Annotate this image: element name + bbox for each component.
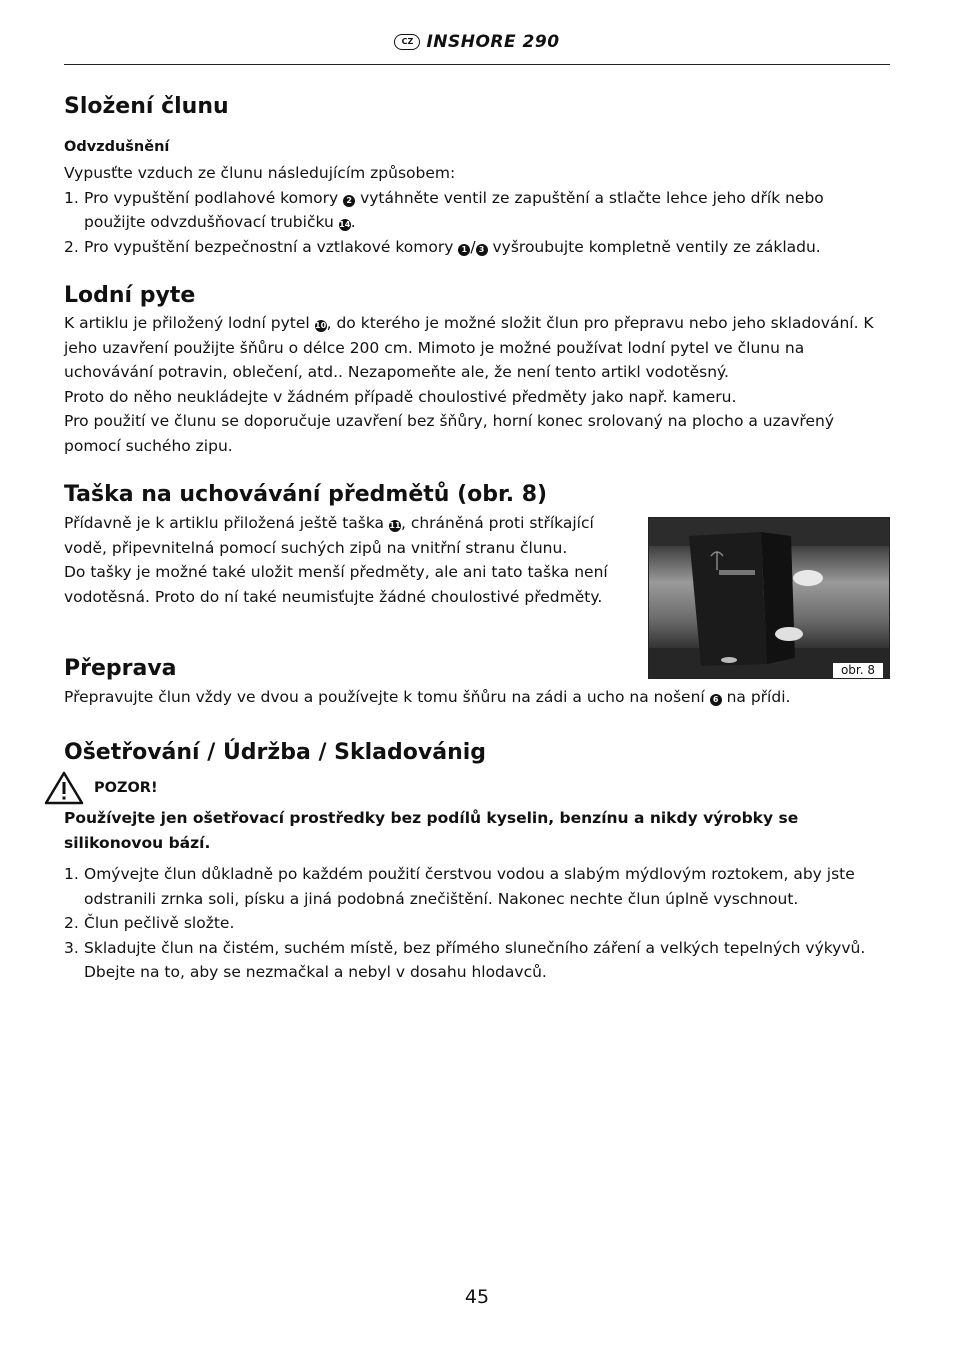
part-number-badge: 11 bbox=[389, 521, 401, 530]
warning-triangle-icon bbox=[44, 771, 84, 805]
product-name: INSHORE 290 bbox=[426, 32, 560, 52]
list-item: 1. Omývejte člun důkladně po každém použití čerstvou vodou a slabým mýdlovým roztokem, aby jste odstranili zrnka soli, písku a jiná podobná znečištění. Nakonec nechte člun úplně vyschnout. bbox=[64, 865, 855, 908]
part-number-badge: 10 bbox=[315, 321, 327, 330]
paragraph: Přepravujte člun vždy ve dvou a používejte k tomu šňůru na zádi a ucho na nošení 6 na přídi. bbox=[64, 688, 791, 706]
section-title-preprava: Přeprava bbox=[64, 656, 177, 681]
figure-bag-photo bbox=[648, 517, 890, 679]
paragraph: Pro použití ve člunu se doporučuje uzavření bez šňůry, horní konec srolovaný na plocho a uzavřený pomocí suchého zipu. bbox=[64, 412, 834, 455]
section4-body bbox=[64, 685, 890, 710]
section1-body bbox=[64, 161, 890, 259]
subsection-title-odvzdusneni: Odvzdušnění bbox=[64, 139, 170, 155]
warning-row bbox=[44, 771, 158, 805]
bag-photo-illustration bbox=[649, 518, 889, 678]
paragraph: Přídavně je k artiklu přiložená ještě taška 11, chráněná proti stříkající vodě, připevnitelná pomocí suchých zipů na vnitřní stranu člunu. bbox=[64, 514, 594, 557]
part-number-badge: 6 bbox=[710, 694, 722, 706]
page-header bbox=[64, 28, 890, 65]
country-code-badge: CZ bbox=[394, 34, 420, 50]
list-item: 2. Člun pečlivě složte. bbox=[64, 914, 235, 933]
paragraph: Do tašky je možné také uložit menší předměty, ale ani tato taška není vodotěsná. Proto do ní také neumisťujte žádné choulostivé předměty. bbox=[64, 563, 608, 606]
paragraph: Proto do něho neukládejte v žádném případě choulostivé předměty jako např. kameru. bbox=[64, 387, 737, 406]
warning-label: POZOR! bbox=[94, 780, 158, 796]
part-number-badge: 3 bbox=[476, 244, 488, 256]
section2-body bbox=[64, 311, 890, 459]
maintenance-list bbox=[64, 862, 890, 985]
part-number-badge: 14 bbox=[339, 220, 351, 230]
list-item: 1. Pro vypuštění podlahové komory 2 vytáhněte ventil ze zapuštění a stlačte lehce jeho dřík nebo použijte odvzdušňovací trubičku 14. bbox=[64, 188, 824, 232]
section-title-taska: Taška na uchovávání předmětů (obr. 8) bbox=[64, 482, 548, 507]
figure-caption: obr. 8 bbox=[833, 663, 883, 678]
section-title-slozeni: Složení člunu bbox=[64, 94, 229, 119]
list-item: 3. Skladujte člun na čistém, suchém místě, bez přímého slunečního záření a velkých tepelných výkyvů. Dbejte na to, aby se nezmačkal a nebyl v dosahu hlodavců. bbox=[64, 938, 866, 982]
paragraph: K artiklu je přiložený lodní pytel 10, do kterého je možné složit člun pro přepravu nebo jeho skladování. K jeho uzavření použijte šňůru o délce 200 cm. Mimoto je možné používat lodní pytel ve člunu na uchovávání potravin, oblečení, atd.. Nezapomeňte ale, že není tento artikl vodotěsný. bbox=[64, 314, 874, 382]
list-item: 2. Pro vypuštění bezpečnostní a vztlakové komory 1 / 3 vyšroubujte kompletně ventily ze základu. bbox=[64, 237, 821, 256]
part-number-badge: 1 bbox=[458, 244, 470, 256]
page-number: 45 bbox=[464, 1286, 490, 1308]
section-title-lodni-pyte: Lodní pyte bbox=[64, 283, 196, 308]
section3-body bbox=[64, 511, 624, 609]
section-title-osetrovani: Ošetřování / Údržba / Skladovánig bbox=[64, 740, 487, 765]
section1-intro: Vypusťte vzduch ze člunu následujícím způsobem: bbox=[64, 164, 456, 182]
section5-body bbox=[64, 862, 890, 985]
part-number-badge: 2 bbox=[343, 195, 355, 207]
warning-text: Používejte jen ošetřovací prostředky bez podílů kyselin, benzínu a nikdy výrobky se silikonovou bází. bbox=[64, 809, 799, 852]
section1-list bbox=[64, 186, 890, 260]
